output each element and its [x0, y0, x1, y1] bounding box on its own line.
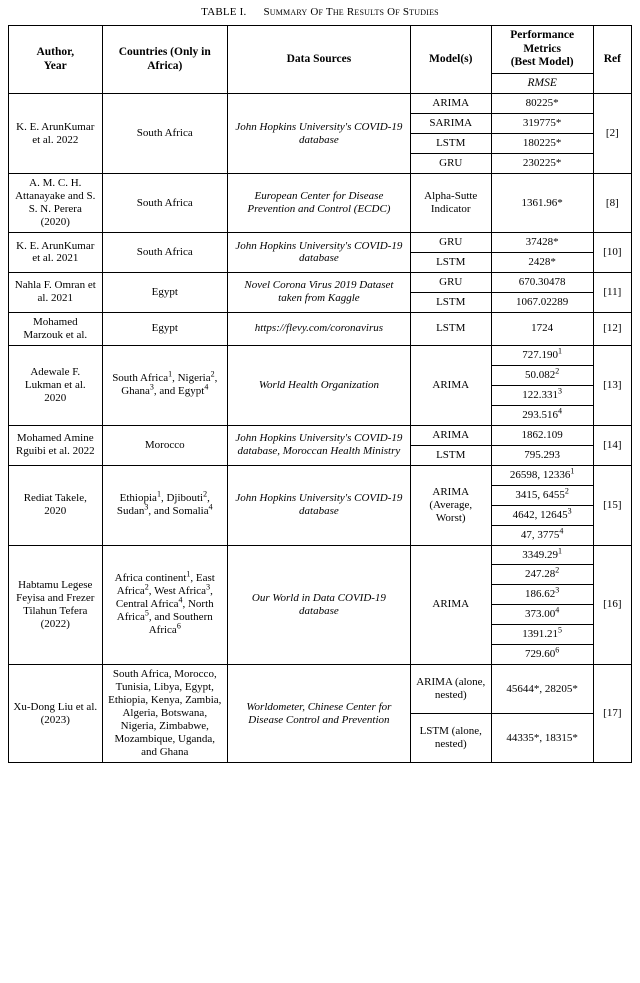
cell-author-year: Habtamu Legese Feyisa and Frezer Tilahun Tefera (2022): [9, 545, 103, 665]
cell-author-year: Xu-Dong Liu et al. (2023): [9, 665, 103, 763]
cell-author-year: K. E. ArunKumar et al. 2022: [9, 94, 103, 174]
cell-reference: [14]: [593, 425, 631, 465]
cell-model: GRU: [410, 272, 491, 292]
table-row: [9, 665, 632, 714]
cell-data-source: European Center for Disease Prevention and Control (ECDC): [227, 174, 410, 233]
cell-rmse: 670.30478: [491, 272, 593, 292]
cell-model: ARIMA (alone, nested): [410, 665, 491, 714]
cell-rmse: 26598, 12336$^1$: [491, 465, 593, 485]
header-countries: Countries (Only in Africa): [102, 26, 227, 94]
cell-rmse: 80225*: [491, 94, 593, 114]
cell-countries: South Africa: [102, 94, 227, 174]
cell-rmse: 729.60$^6$: [491, 645, 593, 665]
cell-rmse: 4642, 12645$^3$: [491, 505, 593, 525]
table-caption: [8, 6, 632, 18]
cell-model: ARIMA: [410, 545, 491, 665]
table-header: [9, 26, 632, 94]
cell-model: LSTM (alone, nested): [410, 714, 491, 763]
cell-reference: [11]: [593, 272, 631, 312]
cell-countries: South Africa: [102, 174, 227, 233]
cell-data-source: World Health Organization: [227, 345, 410, 425]
cell-data-source: Worldometer, Chinese Center for Disease Control and Prevention: [227, 665, 410, 763]
cell-reference: [15]: [593, 465, 631, 545]
cell-rmse: 186.62$^3$: [491, 585, 593, 605]
header-rmse: RMSE: [491, 73, 593, 94]
cell-rmse: 37428*: [491, 233, 593, 253]
table-row: [9, 465, 632, 485]
cell-author-year: A. M. C. H. Attanayake and S. S. N. Perera (2020): [9, 174, 103, 233]
cell-rmse: 1391.21$^5$: [491, 625, 593, 645]
cell-data-source: John Hopkins University's COVID-19 database: [227, 465, 410, 545]
cell-reference: [17]: [593, 665, 631, 763]
cell-reference: [8]: [593, 174, 631, 233]
cell-model: ARIMA (Average, Worst): [410, 465, 491, 545]
cell-rmse: 1724: [491, 312, 593, 345]
cell-countries: South Africa: [102, 233, 227, 273]
cell-reference: [12]: [593, 312, 631, 345]
caption-title: Summary Of The Results Of Studies: [263, 6, 439, 18]
cell-rmse: 45644*, 28205*: [491, 665, 593, 714]
cell-data-source: Our World in Data COVID-19 database: [227, 545, 410, 665]
cell-rmse: 727.190$^1$: [491, 345, 593, 365]
cell-data-source: John Hopkins University's COVID-19 database, Moroccan Health Ministry: [227, 425, 410, 465]
cell-author-year: Nahla F. Omran et al. 2021: [9, 272, 103, 312]
table-row: [9, 345, 632, 365]
table-row: [9, 233, 632, 253]
cell-countries: Morocco: [102, 425, 227, 465]
cell-author-year: Rediat Takele, 2020: [9, 465, 103, 545]
cell-rmse: 1067.02289: [491, 292, 593, 312]
table-row: [9, 94, 632, 114]
cell-data-source: Novel Corona Virus 2019 Dataset taken from Kaggle: [227, 272, 410, 312]
cell-rmse: 247.28$^2$: [491, 565, 593, 585]
cell-model: LSTM: [410, 134, 491, 154]
cell-rmse: 795.293: [491, 445, 593, 465]
table-body: [9, 94, 632, 763]
cell-model: LSTM: [410, 292, 491, 312]
cell-rmse: 47, 3775$^4$: [491, 525, 593, 545]
cell-author-year: Mohamed Amine Rguibi et al. 2022: [9, 425, 103, 465]
cell-countries: Egypt: [102, 312, 227, 345]
cell-author-year: K. E. ArunKumar et al. 2021: [9, 233, 103, 273]
table-row: [9, 425, 632, 445]
cell-rmse: 373.00$^4$: [491, 605, 593, 625]
cell-data-source: John Hopkins University's COVID-19 database: [227, 233, 410, 273]
cell-rmse: 122.331$^3$: [491, 385, 593, 405]
header-row: [9, 26, 632, 74]
cell-countries: South Africa$^1$, Nigeria$^2$, Ghana$^3$, and Egypt$^4$: [102, 345, 227, 425]
cell-model: LSTM: [410, 312, 491, 345]
cell-rmse: 180225*: [491, 134, 593, 154]
cell-model: Alpha-Sutte Indicator: [410, 174, 491, 233]
table-row: [9, 272, 632, 292]
cell-countries: South Africa, Morocco, Tunisia, Libya, Egypt, Ethiopia, Kenya, Zambia, Algeria, Botswana, Nigeria, Zimbabwe, Mozambique, Uganda, and Ghana: [102, 665, 227, 763]
cell-model: LSTM: [410, 252, 491, 272]
caption-label: TABLE I.: [201, 6, 247, 18]
table-row: [9, 312, 632, 345]
cell-model: ARIMA: [410, 345, 491, 425]
cell-rmse: 1361.96*: [491, 174, 593, 233]
cell-model: ARIMA: [410, 94, 491, 114]
cell-rmse: 50.082$^2$: [491, 365, 593, 385]
header-data-sources: Data Sources: [227, 26, 410, 94]
cell-countries: Egypt: [102, 272, 227, 312]
header-ref: Ref: [593, 26, 631, 94]
cell-rmse: 319775*: [491, 114, 593, 134]
header-performance-metrics: Performance Metrics (Best Model): [491, 26, 593, 74]
cell-data-source: https://flevy.com/coronavirus: [227, 312, 410, 345]
cell-data-source: John Hopkins University's COVID-19 database: [227, 94, 410, 174]
cell-model: GRU: [410, 233, 491, 253]
cell-model: ARIMA: [410, 425, 491, 445]
cell-rmse: 293.516$^4$: [491, 405, 593, 425]
cell-reference: [10]: [593, 233, 631, 273]
cell-countries: Africa continent$^1$, East Africa$^2$, West Africa$^3$, Central Africa$^4$, North Africa$^5$, and Southern Africa$^6$: [102, 545, 227, 665]
cell-rmse: 230225*: [491, 154, 593, 174]
table-row: [9, 545, 632, 565]
table-row: [9, 174, 632, 233]
cell-rmse: 2428*: [491, 252, 593, 272]
cell-countries: Ethiopia$^1$, Djibouti$^2$, Sudan$^3$, and Somalia$^4$: [102, 465, 227, 545]
header-models: Model(s): [410, 26, 491, 94]
cell-rmse: 44335*, 18315*: [491, 714, 593, 763]
cell-reference: [13]: [593, 345, 631, 425]
cell-reference: [2]: [593, 94, 631, 174]
cell-author-year: Adewale F. Lukman et al. 2020: [9, 345, 103, 425]
cell-rmse: 3415, 6455$^2$: [491, 485, 593, 505]
cell-rmse: 3349.29$^1$: [491, 545, 593, 565]
cell-model: SARIMA: [410, 114, 491, 134]
cell-model: GRU: [410, 154, 491, 174]
cell-reference: [16]: [593, 545, 631, 665]
cell-model: LSTM: [410, 445, 491, 465]
header-author: Author, Year: [9, 26, 103, 94]
cell-rmse: 1862.109: [491, 425, 593, 445]
cell-author-year: Mohamed Marzouk et al.: [9, 312, 103, 345]
results-summary-table: [8, 25, 632, 763]
